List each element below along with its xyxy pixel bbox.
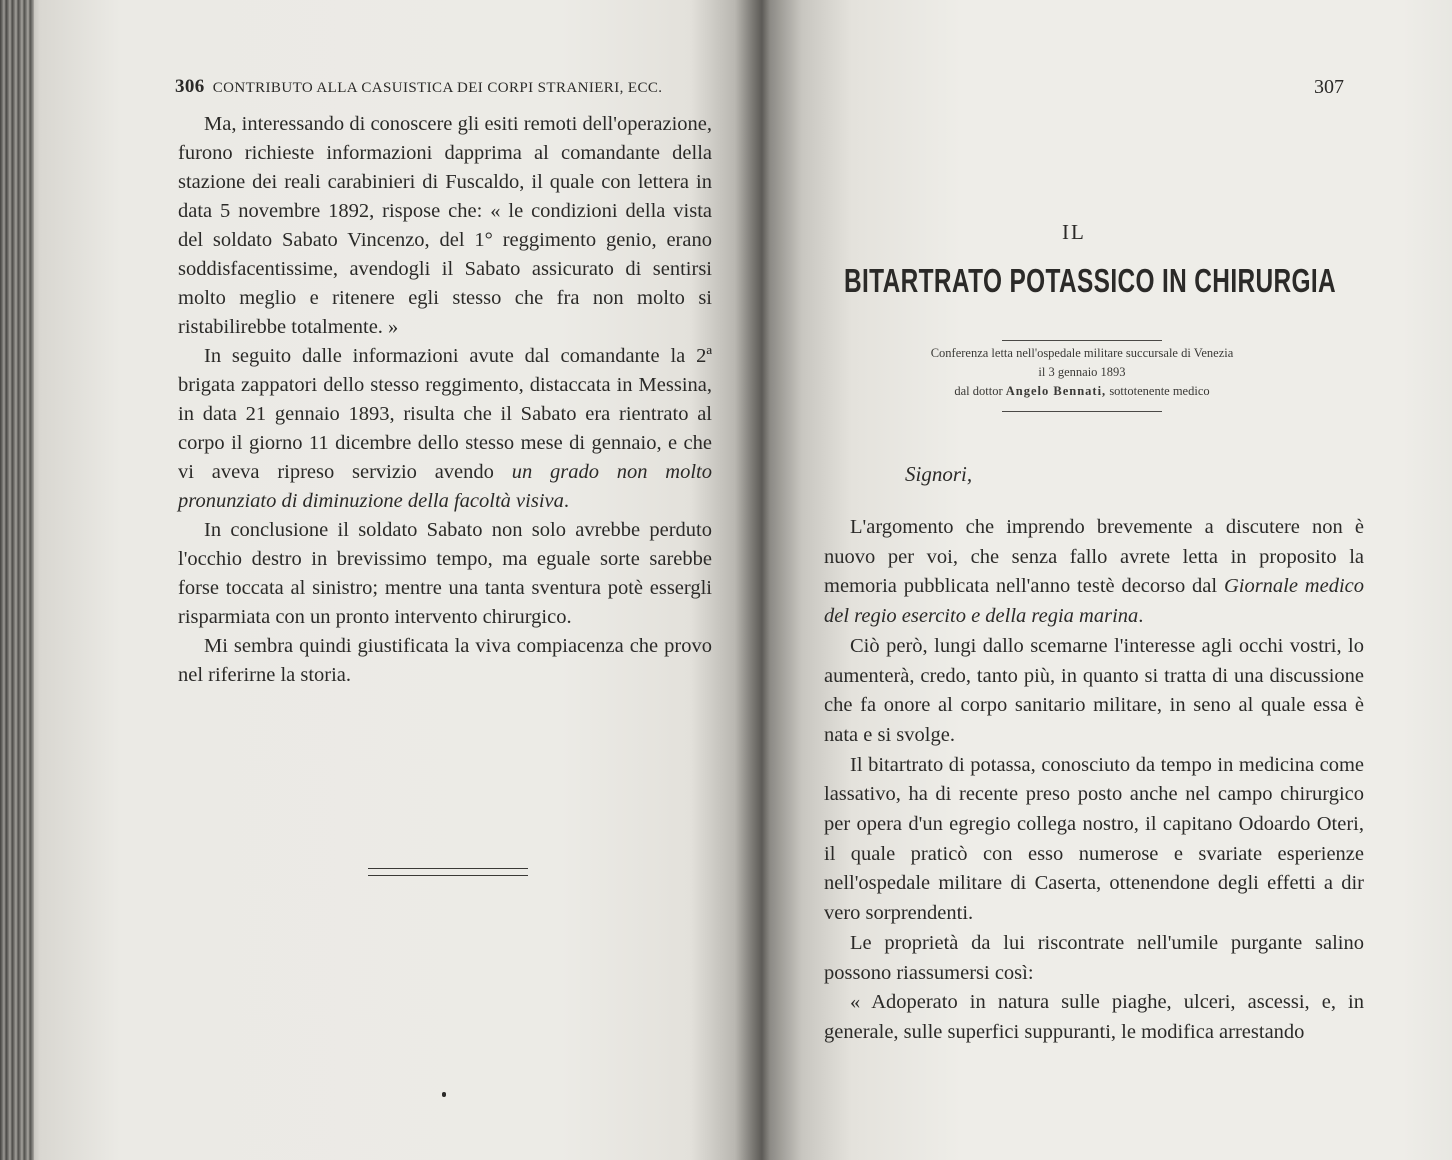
italic-phrase: un grado non molto pronunziato di diminuzione della facoltà visiva [178,461,712,512]
right-body-text [824,513,1364,1048]
right-paragraph: Il bitartrato di potassa, conosciuto da tempo in medicina come lassativo, ha di recente preso posto anche nel campo chirurgico per opera d'un egregio collega nostro, il capitano Odoardo Oteri, il quale praticò con esso numerose e svariate esperienze nell'ospedale militare di Caserta, ottenendone degli effetti a dir vero sorprendenti. [824,753,1364,925]
conference-line: Conferenza letta nell'ospedale militare succursale di Venezia [930,346,1234,360]
left-paragraph: Ma, interessando di conoscere gli esiti remoti dell'operazione, furono richieste informazioni dapprima al comandante della stazione dei reali carabinieri di Fuscaldo, il quale con lettera in data 5 novembre 1892, rispose che: « le condizioni della vista del soldato Sabato Vincenzo, del 1° reggimento genio, erano soddisfacentissime, avendogli il Sabato assicurato di sentirsi molto meglio e ritenere egli stesso che fra non molto si ristabilirebbe totalmente. » [178,113,712,338]
conference-date: il 3 gennaio 1893 [1038,365,1126,379]
right-paragraph: Ciò però, lungi dallo scemarne l'interesse agli occhi vostri, lo aumenterà, credo, tanto più, in quanto si tratta di una discussione che fa onore al corpo sanitario militare, in seno al quale essa è nata e si svolge. [824,634,1364,746]
author-name: Angelo Bennati, [1005,384,1107,398]
right-paragraph: « Adoperato in natura sulle piaghe, ulceri, ascessi, e, in generale, sulle superfici suppuranti, le modifica arrestando [824,991,1364,1043]
section-end-double-rule [368,868,528,876]
left-paragraph: In conclusione il soldato Sabato non solo avrebbe perduto l'occhio destro in brevissimo tempo, ma eguale sorte sarebbe forse toccata al sinistro; mentre una tanta sventura potè essergli risparmiata con un pronto intervento chirurgico. [178,519,712,628]
ink-fleck [442,1092,446,1097]
left-paragraph: In seguito dalle informazioni avute dal comandante la 2ª brigata zappatori dello stesso reggimento, distaccata in Messina, in data 21 gennaio 1893, risulta che il Sabato era rientrato al corpo il giorno 11 dicembre dello stesso mese di gennaio, e che vi aveva ripreso servizio avendo un grado non molto pronunziato di diminuzione della facoltà visiva. [178,345,712,512]
conference-note [862,344,1302,401]
right-paragraph: Le proprietà da lui riscontrate nell'umile purgante salino possono riassumersi così: [824,931,1364,984]
left-running-head [175,76,662,98]
left-body-text [178,110,712,690]
conference-divider-rule [1002,411,1162,412]
right-paragraph: L'argomento che imprendo brevemente a discutere non è nuovo per voi, che senza fallo avrete letta in proposito la memoria pubblicata nell'anno testè decorso dal Giornale medico del regio esercito e della regia marina. [824,516,1364,628]
right-page [762,0,1452,1160]
right-page-number: 307 [1314,76,1344,98]
left-page-number: 306 [175,76,205,97]
conference-author-line: dal dottor Angelo Bennati, sottotenente medico [954,384,1210,398]
article-prefix: IL [1062,220,1086,244]
left-paragraph: Mi sembra quindi giustificata la viva compiacenza che provo nel riferirne la storia. [178,635,712,686]
book-binding-edge [0,0,34,1160]
salutation: Signori, [905,462,973,486]
title-divider-rule [1002,340,1162,341]
italic-phrase: Giornale medico del regio esercito e della regia marina [824,575,1364,628]
left-running-head-title: CONTRIBUTO ALLA CASUISTICA DEI CORPI STRANIERI, ECC. [212,80,663,96]
article-title: BITARTRATO POTASSICO IN CHIRURGIA [844,262,1337,299]
